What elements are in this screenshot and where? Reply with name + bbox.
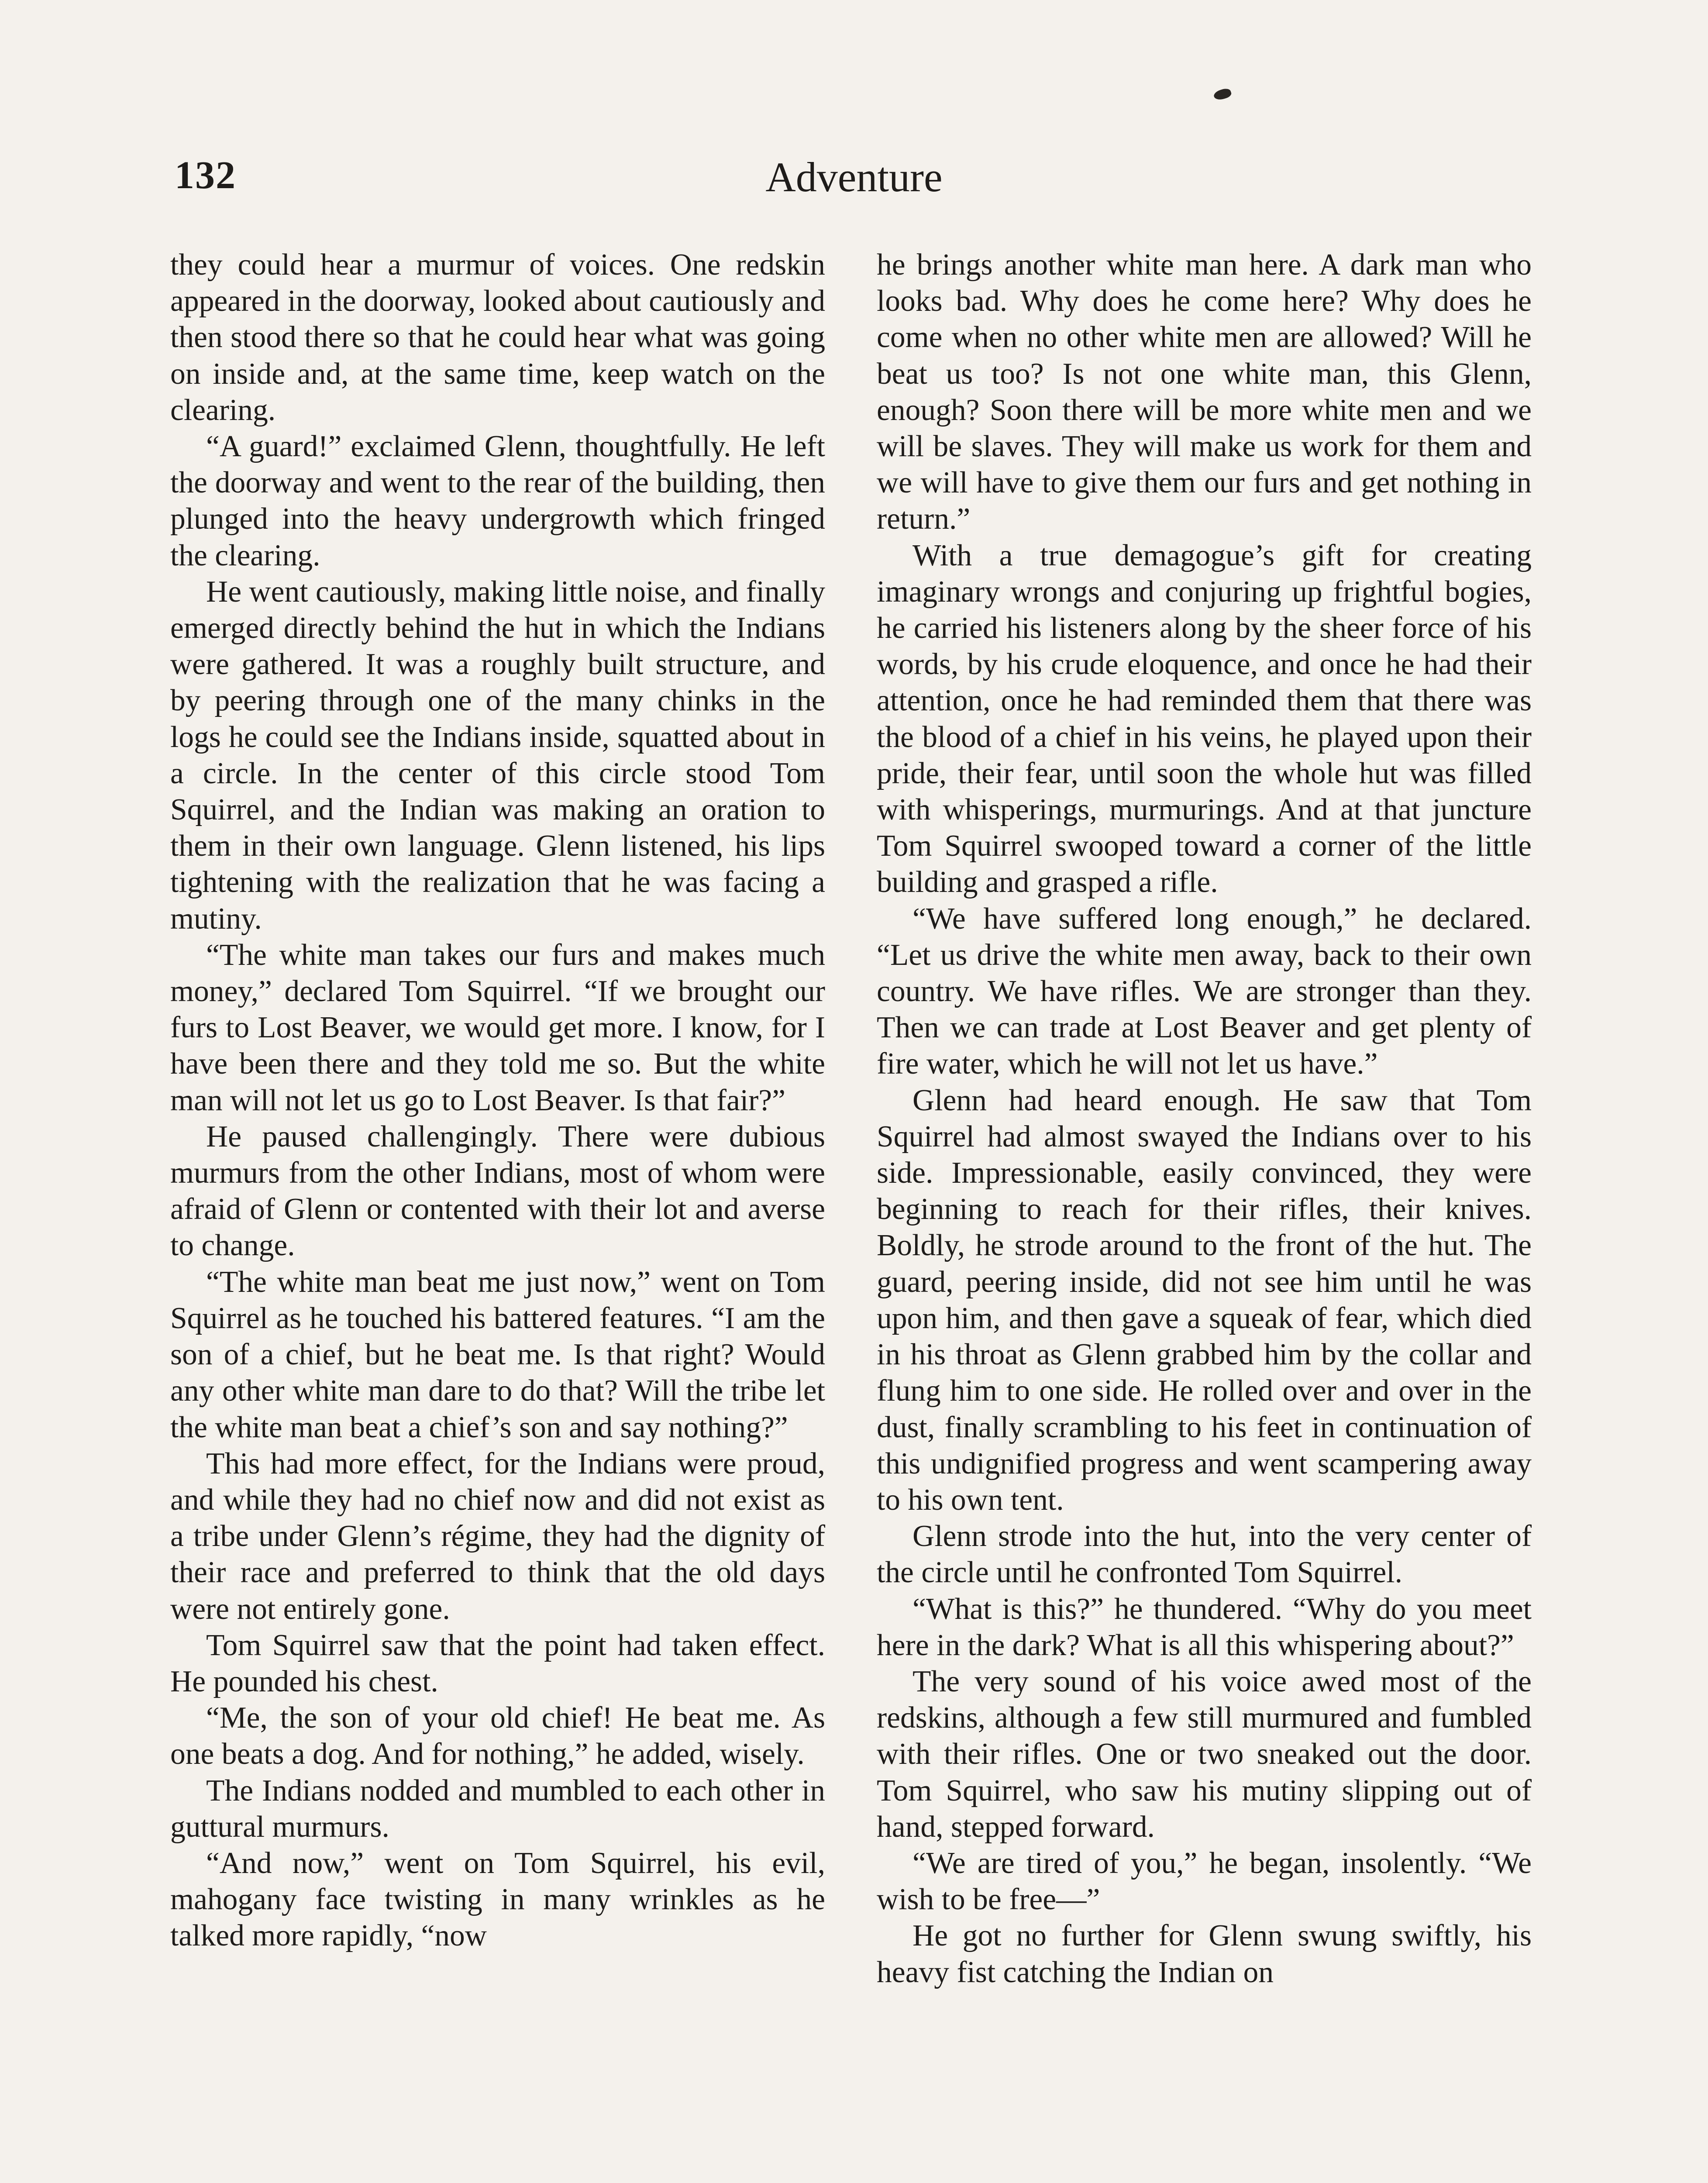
paragraph: “And now,” went on Tom Squirrel, his evil, mahogany face twisting in many wrinkles as he talked more rapidly, “now bbox=[170, 1846, 825, 1953]
right-column bbox=[877, 247, 1532, 1990]
paragraph: With a true demagogue’s gift for creating imaginary wrongs and conjuring up frightful bogies, he carried his listeners along by the sheer force of his words, by his crude eloquence, and once he had their attention, once he had reminded them that there was the blood of a chief in his veins, he played upon their pride, their fear, until soon the whole hut was filled with whisperings, murmurings. And at that juncture Tom Squirrel swooped toward a corner of the little building and grasped a rifle. bbox=[877, 538, 1532, 899]
ink-speck bbox=[1213, 87, 1233, 101]
paragraph: “The white man beat me just now,” went on Tom Squirrel as he touched his battered features. “I am the son of a chief, but he beat me. Is that right? Would any other white man dare to do that? Will the tribe let the white man beat a chief’s son and say nothing?” bbox=[170, 1265, 825, 1444]
paragraph: Tom Squirrel saw that the point had taken effect. He pounded his chest. bbox=[170, 1628, 825, 1698]
paragraph: He went cautiously, making little noise, and finally emerged directly behind the hut in which the Indians were gathered. It was a roughly built structure, and by peering through one of the many chinks in the logs he could see the Indians inside, squatted about in a circle. In the center of this circle stood Tom Squirrel, and the Indian was making an oration to them in their own language. Glenn listened, his lips tightening with the realization that he was facing a mutiny. bbox=[170, 575, 825, 936]
paragraph: “We are tired of you,” he began, insolently. “We wish to be free—” bbox=[877, 1846, 1532, 1917]
paragraph: He paused challengingly. There were dubious murmurs from the other Indians, most of whom were afraid of Glenn or contented with their lot and averse to change. bbox=[170, 1119, 825, 1263]
paragraph: “Me, the son of your old chief! He beat me. As one beats a dog. And for nothing,” he added, wisely. bbox=[170, 1701, 825, 1771]
paragraph: The very sound of his voice awed most of the redskins, although a few still murmured and fumbled with their rifles. One or two sneaked out the door. Tom Squirrel, who saw his mutiny slipping out of hand, stepped forward. bbox=[877, 1664, 1532, 1844]
paragraph: they could hear a murmur of voices. One redskin appeared in the doorway, looked about cautiously and then stood there so that he could hear what was going on inside and, at the same time, keep watch on the clearing. bbox=[170, 248, 825, 427]
paragraph: The Indians nodded and mumbled to each other in guttural murmurs. bbox=[170, 1773, 825, 1844]
left-column bbox=[170, 247, 825, 1954]
paragraph: he brings another white man here. A dark man who looks bad. Why does he come here? Why does he come when no other white men are allowed? Will he beat us too? Is not one white man, this Glenn, enough? Soon there will be more white men and we will be slaves. They will make us work for them and we will have to give them our furs and get nothing in return.” bbox=[877, 248, 1532, 536]
paragraph: “What is this?” he thundered. “Why do you meet here in the dark? What is all this whispering about?” bbox=[877, 1592, 1532, 1662]
page-number: 132 bbox=[175, 154, 236, 197]
paragraph: This had more effect, for the Indians were proud, and while they had no chief now and did not exist as a tribe under Glenn’s régime, they had the dignity of their race and preferred to think that the old days were not entirely gone. bbox=[170, 1446, 825, 1626]
paragraph: “The white man takes our furs and makes much money,” declared Tom Squirrel. “If we brought our furs to Lost Beaver, we would get more. I know, for I have been there and they told me so. But the white man will not let us go to Lost Beaver. Is that fair?” bbox=[170, 938, 825, 1117]
paragraph: Glenn had heard enough. He saw that Tom Squirrel had almost swayed the Indians over to his side. Impressionable, easily convinced, they were beginning to reach for their rifles, their knives. Boldly, he strode around to the front of the hut. The guard, peering inside, did not see him until he was upon him, and then gave a squeak of fear, which died in his throat as Glenn grabbed him by the collar and flung him to one side. He rolled over and over in the dust, finally scrambling to his feet in continuation of this undignified progress and went scampering away to his own tent. bbox=[877, 1083, 1532, 1517]
paragraph: “We have suffered long enough,” he declared. “Let us drive the white men away, back to their own country. We have rifles. We are stronger than they. Then we can trade at Lost Beaver and get plenty of fire water, which he will not let us have.” bbox=[877, 902, 1532, 1081]
running-head-title: Adventure bbox=[765, 154, 943, 200]
paragraph: “A guard!” exclaimed Glenn, thoughtfully. He left the doorway and went to the rear of the building, then plunged into the heavy undergrowth which fringed the clearing. bbox=[170, 430, 825, 572]
paragraph: Glenn strode into the hut, into the very center of the circle until he confronted Tom Squirrel. bbox=[877, 1519, 1532, 1590]
paragraph: He got no further for Glenn swung swiftly, his heavy fist catching the Indian on bbox=[877, 1919, 1532, 1989]
